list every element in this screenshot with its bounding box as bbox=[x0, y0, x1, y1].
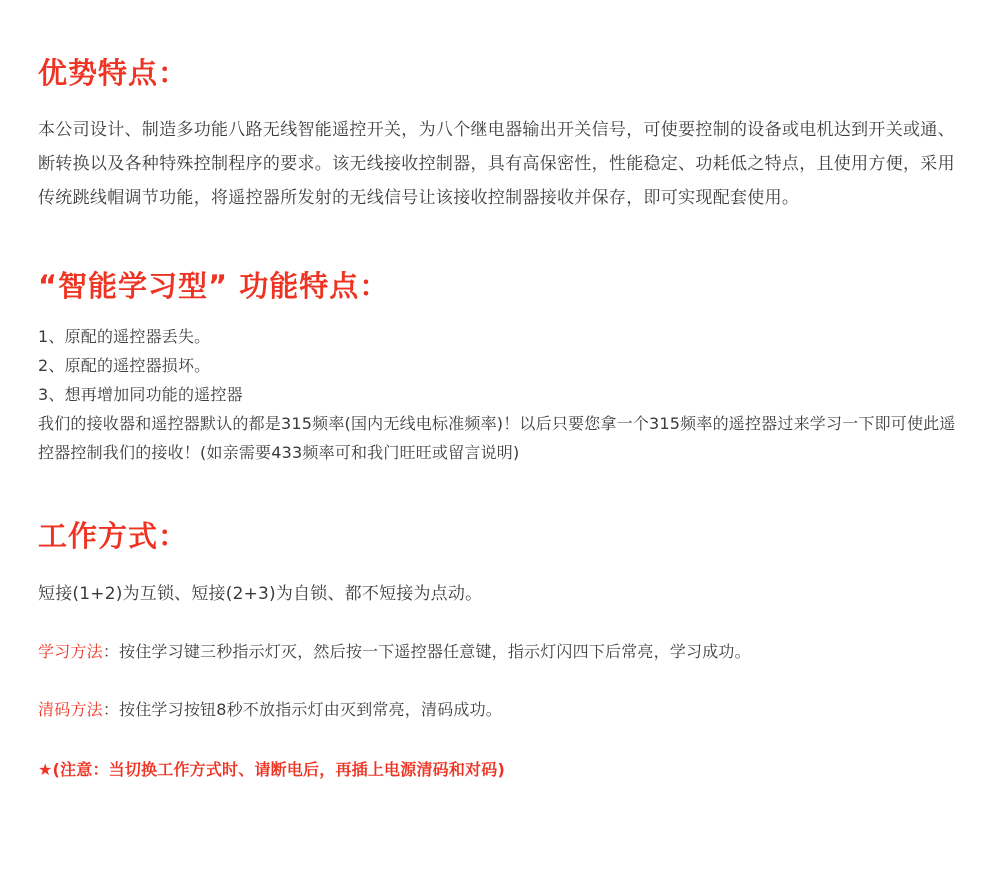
list-item: 2、原配的遥控器损坏。 bbox=[38, 355, 211, 375]
attention-note-text: (注意：当切换工作方式时、请断电后，再插上电源清码和对码) bbox=[52, 760, 505, 780]
list-item: 3、想再增加同功能的遥控器 bbox=[38, 384, 243, 404]
clear-code-method-line bbox=[38, 695, 962, 725]
work-mode-line: 短接(1+2)为互锁、短接(2+3)为自锁、都不短接为点动。 bbox=[38, 584, 483, 605]
smart-frequency-note: 我们的接收器和遥控器默认的都是315频率(国内无线电标准频率)！以后只要您拿一个315频率的遥控器过来学习一下即可使此遥控器控制我们的接收！(如亲需要433频率可和我门旺旺或留言说明) bbox=[38, 413, 956, 462]
clear-code-method-label: 清码方法 bbox=[38, 700, 103, 720]
section-heading-work-mode: 工作方式： bbox=[38, 518, 189, 553]
section-heading-smart-learning: “智能学习型” 功能特点： bbox=[38, 268, 390, 303]
smart-feature-list bbox=[38, 322, 962, 467]
clear-code-method-text: ：按住学习按钮8秒不放指示灯由灭到常亮，清码成功。 bbox=[102, 700, 502, 720]
attention-note bbox=[38, 755, 962, 785]
list-item: 1、原配的遥控器丢失。 bbox=[38, 326, 211, 346]
star-icon: ★ bbox=[38, 760, 53, 780]
learn-method-line bbox=[38, 637, 962, 667]
learn-method-label: 学习方法 bbox=[38, 642, 103, 662]
section-heading-advantage: 优势特点： bbox=[38, 56, 189, 90]
learn-method-text: ：按住学习键三秒指示灯灭，然后按一下遥控器任意键，指示灯闪四下后常亮，学习成功。 bbox=[102, 642, 751, 662]
advantage-paragraph: 本公司设计、制造多功能八路无线智能遥控开关，为八个继电器输出开关信号，可使要控制的设备或电机达到开关或通、断转换以及各种特殊控制程序的要求。该无线接收控制器，具有高保密性，性能稳定、功耗低之特点，且使用方便，采用传统跳线帽调节功能，将遥控器所发射的无线信号让该接收控制器接收并保存，即可实现配套使用。 bbox=[38, 119, 955, 208]
